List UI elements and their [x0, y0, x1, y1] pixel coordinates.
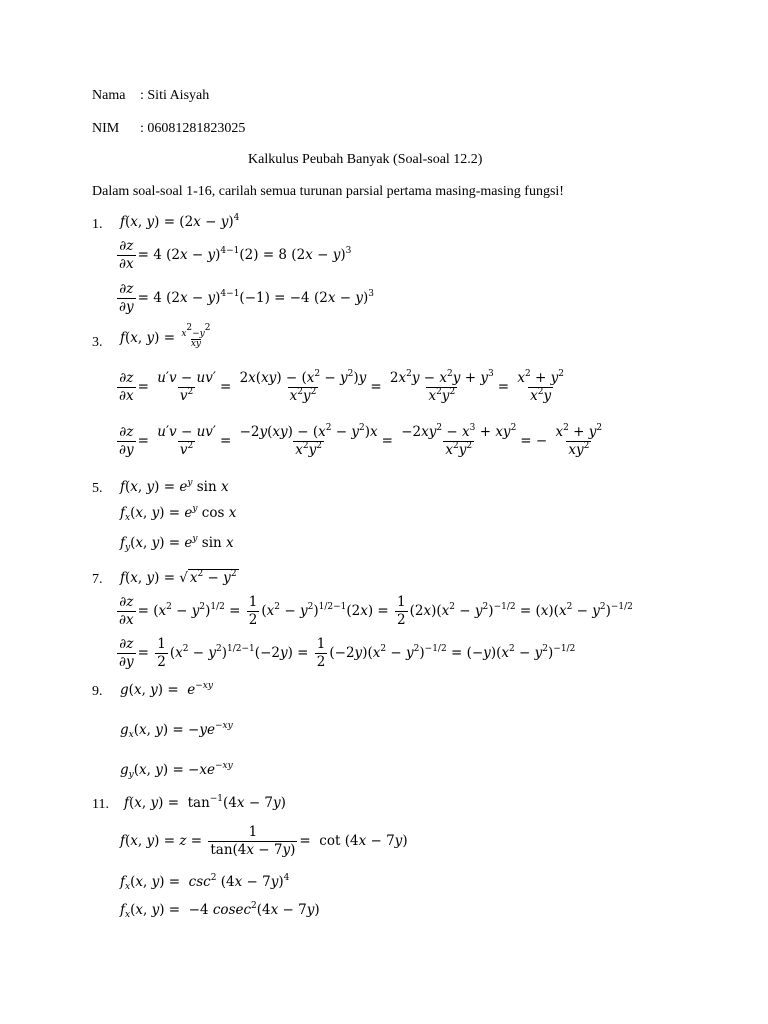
problem-7-dzdy: $\frac{\partial z}{\partial y}$ = $\frac{1}{2}$ $(x^2 - y^2)^{1/2-1}(-2y)$ = $\frac{1}{2}$ $(-2y)(x^2 - y^2)^{-1/2} = (-y)(x^2 - y^2)^{-1/2}$ [119, 636, 576, 670]
problem-1-dzdx: $\frac{\partial z}{\partial x}$ = 4 $(2x - y)^{4-1}(2) = 8$ $(2x - y)^3$ [119, 238, 352, 272]
problem-number: 3. [92, 335, 103, 350]
problem-number: 9. [92, 684, 103, 699]
problem-7-function: f(x, y) = √ $x^2 - y^2$ [120, 569, 237, 586]
document-title: Kalkulus Peubah Banyak (Soal-soal 12.2) [248, 152, 483, 167]
problem-number: 5. [92, 481, 103, 496]
problem-number: 11. [92, 797, 109, 812]
name-label: Nama [92, 88, 126, 103]
problem-5-fy: $f_y(x$, $y) = e^y$ sin x [120, 534, 234, 553]
problem-5-fx: $f_x(x$, $y) = e^y$ cos x [120, 504, 237, 523]
problem-3-function: f(x, y) = $\frac{x^2-y^2}{xy}$ [120, 323, 211, 349]
nim-label: NIM [92, 121, 120, 136]
problem-9-function: g(x, $y) = e^{-xy}$ [120, 681, 213, 698]
problem-3-dzdy: $\frac{\partial z}{\partial y}$ = $\frac{u'v - uv'}{v^2}$ = $\frac{-2y(xy) - (x^2 - y^2)x}{x^2y^2}$ = $\frac{-2xy^2 - x^3 + xy^2}{x^2y^2}$ = − $\frac{x^2 + y^2}{xy^2}$ [119, 423, 603, 458]
problem-11-function: f(x, $y) = \tan^{-1}(4x - 7y)$ [124, 794, 286, 811]
problem-number: 7. [92, 572, 103, 587]
nim-value: : 06081281823025 [140, 121, 246, 136]
name-value: : Siti Aisyah [140, 88, 210, 103]
problem-3-dzdx: $\frac{\partial z}{\partial x}$ = $\frac{u'v - uv'}{v^2}$ = $\frac{2x(xy) - (x^2 - y^2)y}{x^2y^2}$ = $\frac{2x^2y - x^2y + y^3}{x^2y^2}$ = $\frac{x^2 + y^2}{x^2y}$ [119, 369, 564, 404]
problem-7-dzdx: $\frac{\partial z}{\partial x}$ = $(x^2 - y^2)^{1/2}$ = $\frac{1}{2}$ $(x^2 - y^2)^{1/2-1}(2x)$ = $\frac{1}{2}$ $(2x)(x^2 - y^2)^{-1/2} = (x)(x^2 - y^2)^{-1/2}$ [119, 594, 633, 628]
problem-1-function: f(x, $y) = (2x - y)^4$ [120, 213, 240, 230]
problem-1-dzdy: $\frac{\partial z}{\partial y}$ = 4 $(2x - y)^{4-1}(-1) = -4$ $(2x - y)^3$ [119, 281, 374, 315]
problem-11-fx: $f_x(x$, $y) = \csc^2 (4x - 7y)^4$ [120, 873, 290, 892]
problem-5-function: f(x, $y) = e^y$ sin x [120, 478, 229, 495]
problem-9-gy: $g_y(x$, $y) = -xe^{-xy}$ [120, 761, 233, 780]
instruction-text: Dalam soal-soal 1-16, carilah semua turunan parsial pertama masing-masing fungsi! [92, 184, 564, 199]
problem-number: 1. [92, 217, 103, 232]
problem-11-rewrite: f(x, y) = z = $\frac{1}{\tan(4x - 7y)}$ = cot (4x − 7y) [120, 824, 408, 858]
problem-9-gx: $g_x(x$, $y) = -ye^{-xy}$ [120, 721, 233, 740]
problem-11-fx-alt: $f_x(x$, y) = −4 cosec$^2$(4x − 7y) [120, 901, 320, 920]
